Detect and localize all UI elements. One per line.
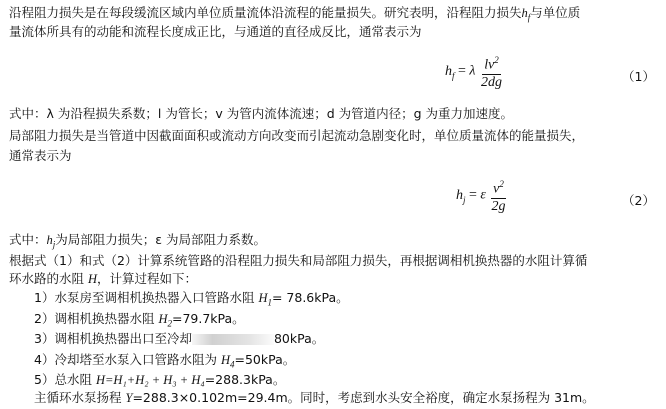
equation-1: $h_f = \lambda$ $\frac{lv^2}{2dg}$ xyxy=(445,52,504,91)
paragraph-friction-line2: 量流体所具有的动能和流程长度成正比，与通道的直径成反比，通常表示为 xyxy=(9,24,422,39)
equation-2-number: （2） xyxy=(622,193,655,208)
step-1: 1）水泵房至调相机换热器入口管路水阻 $H_1= 78.6kPa$。 xyxy=(34,290,349,308)
step-4: 4）冷却塔至水泵入口管路水阻为 $H_4=50kPa$。 xyxy=(34,352,296,370)
equation-2: $h_j = \varepsilon$ $\frac{v^2}{2g}$ xyxy=(456,176,507,215)
paragraph-local-line2: 通常表示为 xyxy=(9,148,72,163)
equation-1-number: （1） xyxy=(622,69,655,84)
paragraph-calc-line1: 根据式（1）和式（2）计算系统管路的沿程阻力损失和局部阻力损失，再根据调相机换热器的水阻计算循 xyxy=(9,253,588,268)
paragraph-local-line1: 局部阻力损失是当管道中因截面面积或流动方向改变而引起流动急剧变化时，单位质量流体的能量损失， xyxy=(9,128,585,143)
step-2: 2）调相机换热器水阻 $H_2=79.7kPa$。 xyxy=(34,311,245,329)
paragraph-calc-line2: 环水路的水阻 H，计算过程如下： xyxy=(9,271,198,286)
redacted-region xyxy=(192,334,274,345)
legend-equation-1: 式中：λ 为沿程损失系数；l 为管长；v 为管内流体流速；d 为管道内径；g 为重力加速度。 xyxy=(9,106,514,121)
step-pump-head: 主循环水泵扬程 Y=288.3×0.102m=29.4m。同时，考虑到水头安全裕度，确定水泵扬程为 31m。 xyxy=(34,390,595,405)
equation-2-fraction: $\frac{v^2}{2g}$ xyxy=(489,176,507,215)
step-3: 3）调相机换热器出口至冷却 80kPa。 xyxy=(34,331,325,346)
legend-equation-2: 式中：$h_j$为局部阻力损失；ε 为局部阻力系数。 xyxy=(9,232,267,250)
equation-1-fraction: $\frac{lv^2}{2dg}$ xyxy=(479,52,504,91)
step-5: 5）总水阻 H=H₁+H₂ + H₃ + H₄=288.3kPa。 xyxy=(34,372,286,387)
var-hf: $h_f$ xyxy=(521,6,531,23)
paragraph-friction-line1: 沿程阻力损失是在每段缓流区域内单位质量流体沿流程的能量损失。研究表明，沿程阻力损失$h_f$与单位质 xyxy=(9,5,581,23)
